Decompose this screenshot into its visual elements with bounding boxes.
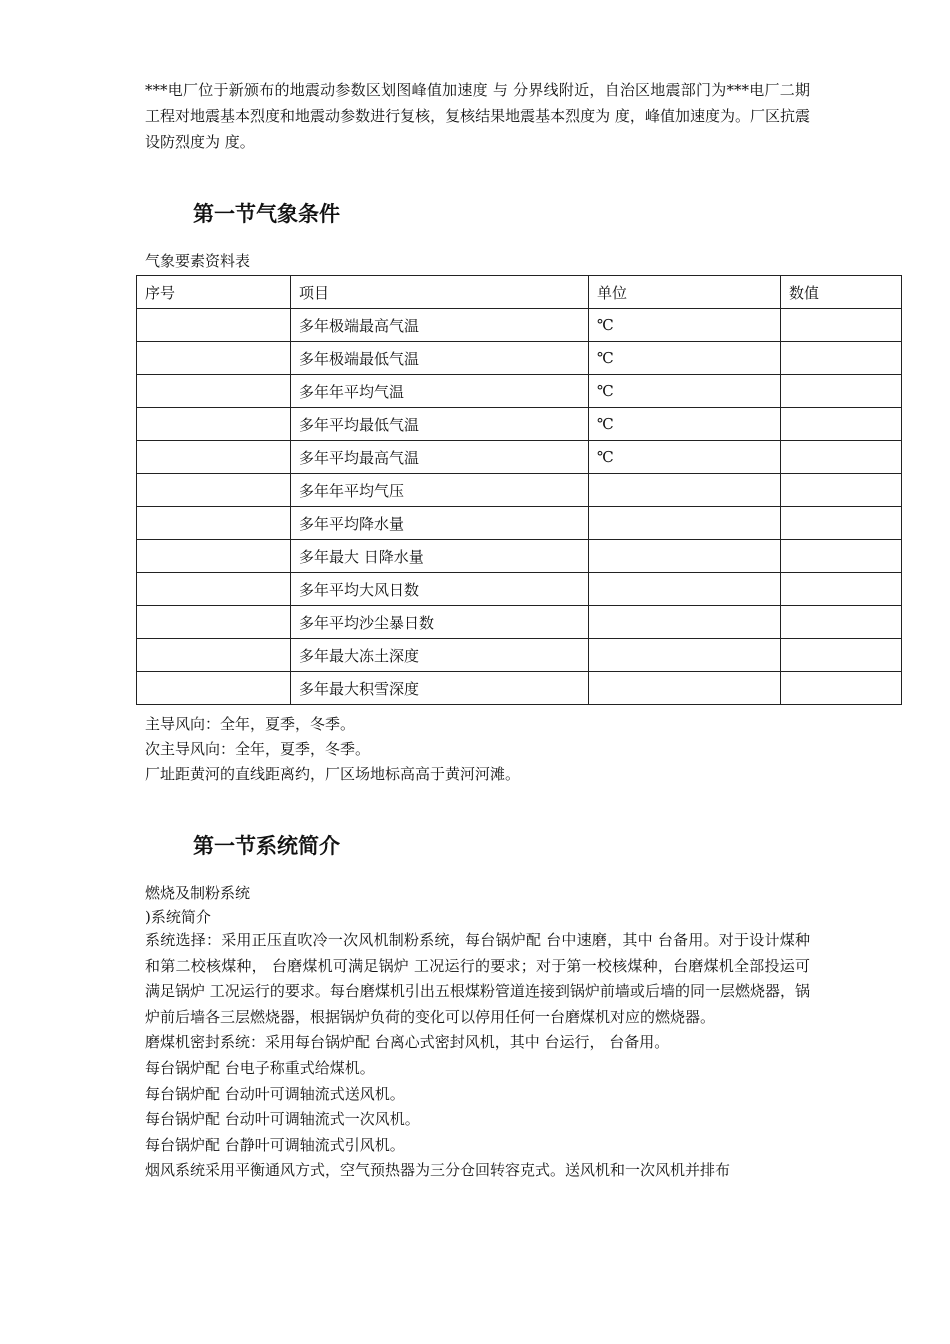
paragraph-induced-draft-fan: 每台锅炉配 台静叶可调轴流式引风机。 <box>145 1135 405 1154</box>
cell-item: 多年年平均气温 <box>291 375 589 408</box>
cell-no <box>137 540 291 573</box>
paragraph-flue-gas-system: 烟风系统采用平衡通风方式，空气预热器为三分仓回转容克式。送风机和一次风机并排布 <box>145 1161 731 1180</box>
cell-value <box>781 639 902 672</box>
header-unit: 单位 <box>589 276 781 309</box>
cell-unit <box>589 606 781 639</box>
table-row <box>137 672 902 705</box>
section-heading-system: 第一节系统简介 <box>193 834 340 858</box>
cell-no <box>137 672 291 705</box>
cell-value <box>781 375 902 408</box>
cell-no <box>137 474 291 507</box>
table-row <box>137 540 902 573</box>
cell-item: 多年最大 日降水量 <box>291 540 589 573</box>
intro-paragraph: ***电厂位于新颁布的地震动参数区划图峰值加速度 与 分界线附近，自治区地震部门为***电厂二期工程对地震基本烈度和地震动参数进行复核，复核结果地震基本烈度为 度，峰值加速度为。厂区抗震设防烈度为 度。 <box>145 81 810 151</box>
cell-value <box>781 540 902 573</box>
table-row <box>137 606 902 639</box>
cell-value <box>781 441 902 474</box>
cell-unit <box>589 573 781 606</box>
cell-unit <box>589 507 781 540</box>
paragraph-primary-air-fan: 每台锅炉配 台动叶可调轴流式一次风机。 <box>145 1110 420 1129</box>
table-row <box>137 639 902 672</box>
table-row <box>137 507 902 540</box>
table-row <box>137 441 902 474</box>
cell-item: 多年年平均气压 <box>291 474 589 507</box>
cell-unit: ℃ <box>589 309 781 342</box>
cell-no <box>137 408 291 441</box>
note-yellow-river-distance: 厂址距黄河的直线距离约，厂区场地标高高于黄河河滩。 <box>145 765 521 783</box>
cell-no <box>137 375 291 408</box>
cell-item: 多年平均最高气温 <box>291 441 589 474</box>
cell-value <box>781 672 902 705</box>
paragraph-system-selection: 系统选择：采用正压直吹冷一次风机制粉系统，每台锅炉配 台中速磨，其中 台备用。对于设计煤种和第二校核煤种， 台磨煤机可满足锅炉 工况运行的要求；对于第一校核煤种，台磨煤机全部投运可满足锅炉 工况运行的要求。每台磨煤机引出五根煤粉管道连接到锅炉前墙或后墙的同一层燃烧器，锅炉前后墙各三层燃烧器，根据锅炉负荷的变化可以停用任何一台磨煤机对应的燃烧器。 <box>145 931 810 1026</box>
header-no: 序号 <box>137 276 291 309</box>
cell-item: 多年平均降水量 <box>291 507 589 540</box>
cell-item: 多年最大冻土深度 <box>291 639 589 672</box>
cell-unit: ℃ <box>589 441 781 474</box>
cell-no <box>137 309 291 342</box>
table-row <box>137 309 902 342</box>
table-row <box>137 408 902 441</box>
table-row <box>137 375 902 408</box>
cell-unit: ℃ <box>589 375 781 408</box>
table-caption: 气象要素资料表 <box>145 252 251 270</box>
cell-unit: ℃ <box>589 342 781 375</box>
cell-value <box>781 507 902 540</box>
cell-unit <box>589 474 781 507</box>
cell-value <box>781 342 902 375</box>
cell-value <box>781 309 902 342</box>
subsection-title: 燃烧及制粉系统 <box>145 884 251 902</box>
paragraph-coal-feeder: 每台锅炉配 台电子称重式给煤机。 <box>145 1058 375 1077</box>
cell-no <box>137 573 291 606</box>
cell-item: 多年平均沙尘暴日数 <box>291 606 589 639</box>
cell-no <box>137 441 291 474</box>
note-main-wind: 主导风向：全年，夏季，冬季。 <box>145 715 356 733</box>
cell-item: 多年最大积雪深度 <box>291 672 589 705</box>
paragraph-forced-draft-fan: 每台锅炉配 台动叶可调轴流式送风机。 <box>145 1084 405 1103</box>
meteorology-table <box>136 275 902 705</box>
cell-unit <box>589 639 781 672</box>
header-value: 数值 <box>781 276 902 309</box>
system-description <box>145 928 810 1184</box>
cell-value <box>781 408 902 441</box>
cell-value <box>781 606 902 639</box>
cell-item: 多年极端最高气温 <box>291 309 589 342</box>
section-heading-meteorology: 第一节气象条件 <box>193 202 340 226</box>
table-row <box>137 342 902 375</box>
table-row <box>137 474 902 507</box>
table-header-row <box>137 276 902 309</box>
cell-value <box>781 573 902 606</box>
cell-item: 多年极端最低气温 <box>291 342 589 375</box>
cell-unit <box>589 540 781 573</box>
cell-no <box>137 507 291 540</box>
note-secondary-wind: 次主导风向：全年，夏季，冬季。 <box>145 740 371 758</box>
sub-subsection-title: )系统简介 <box>145 908 211 926</box>
cell-item: 多年平均最低气温 <box>291 408 589 441</box>
paragraph-seal-system: 磨煤机密封系统：采用每台锅炉配 台离心式密封风机，其中 台运行， 台备用。 <box>145 1033 670 1052</box>
cell-value <box>781 474 902 507</box>
cell-unit: ℃ <box>589 408 781 441</box>
cell-no <box>137 639 291 672</box>
table-row <box>137 573 902 606</box>
cell-no <box>137 606 291 639</box>
cell-unit <box>589 672 781 705</box>
cell-item: 多年平均大风日数 <box>291 573 589 606</box>
header-item: 项目 <box>291 276 589 309</box>
cell-no <box>137 342 291 375</box>
